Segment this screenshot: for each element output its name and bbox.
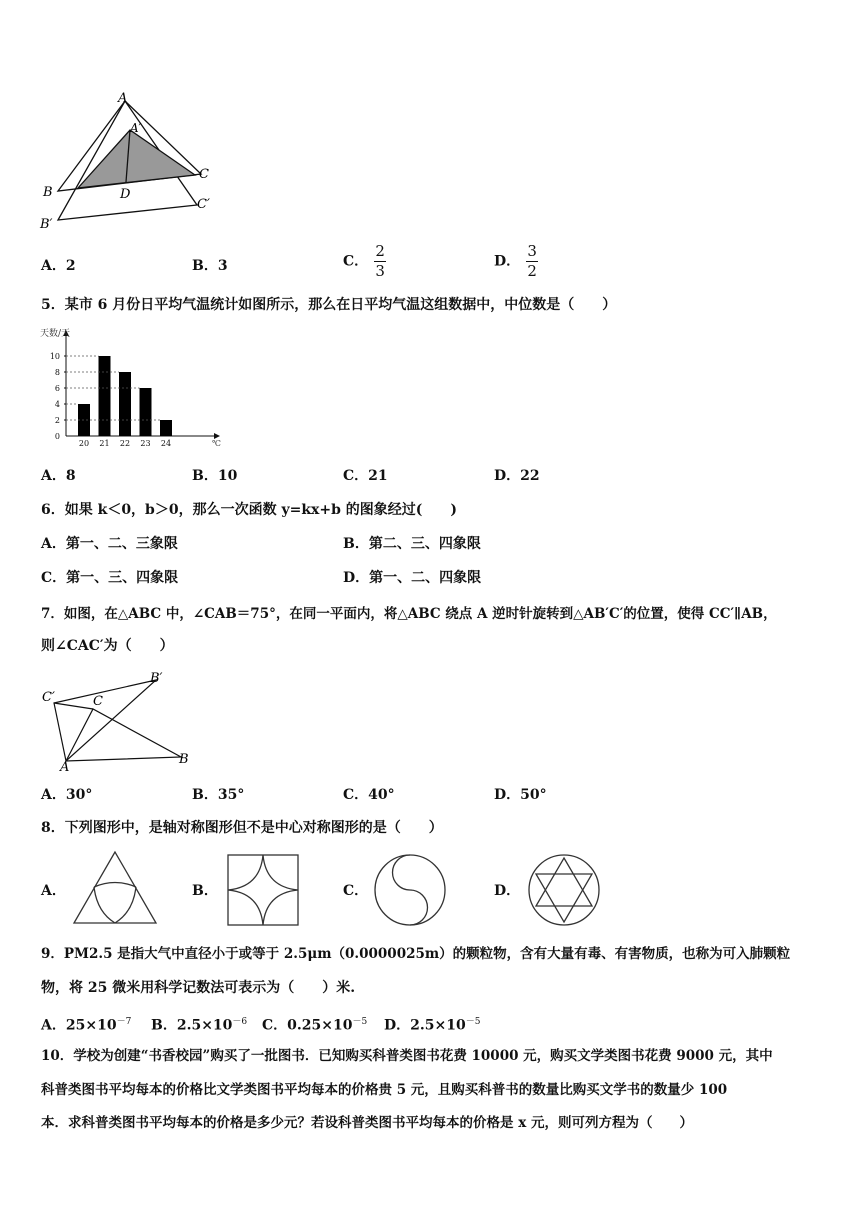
q9-option-c-exponent: －5 bbox=[352, 1017, 368, 1027]
y-tick-label: 8 bbox=[54, 368, 60, 377]
q4-option-d-fraction bbox=[526, 243, 538, 280]
q4-option-c bbox=[343, 243, 386, 280]
q4-option-c-fraction bbox=[374, 243, 386, 280]
q7-option-b: B．35° bbox=[192, 787, 245, 803]
label-b-prime: B′ bbox=[40, 217, 53, 232]
q4-triangle-figure bbox=[35, 88, 225, 238]
x-tick-label: 21 bbox=[99, 439, 110, 448]
label-a: A bbox=[60, 760, 70, 775]
label-b: B bbox=[179, 752, 189, 767]
q9-option-b-base: B．2.5×10 bbox=[151, 1017, 233, 1034]
bar-21 bbox=[99, 356, 111, 436]
q5-option-a: A．8 bbox=[41, 468, 76, 484]
shaded-triangle bbox=[78, 130, 195, 188]
q4-option-c-denominator: 3 bbox=[375, 262, 385, 280]
triangle-abc bbox=[66, 709, 181, 761]
q6-option-d: D．第一、二、四象限 bbox=[343, 570, 482, 586]
q9-option-a-base: A．25×10 bbox=[41, 1017, 117, 1034]
q6-option-a: A．第一、二、三象限 bbox=[41, 536, 178, 552]
bar-23 bbox=[140, 388, 152, 436]
q4-option-b: B．3 bbox=[192, 258, 228, 274]
label-c-prime: C′ bbox=[197, 197, 210, 212]
q7-stem-line2: 则∠CAC′为（ ） bbox=[41, 638, 174, 654]
q7-option-c: C．40° bbox=[343, 787, 395, 803]
y-axis-label: 天数/天 bbox=[40, 329, 71, 339]
q8-figure-d-star-of-david-circle bbox=[526, 852, 602, 928]
label-d: D bbox=[120, 187, 131, 202]
q7-stem-line1: 7．如图，在△ABC 中，∠CAB＝75°，在同一平面内，将△ABC 绕点 A 逆时针旋转到△AB′C′的位置，使得 CC′∥AB， bbox=[41, 606, 777, 622]
q4-option-d bbox=[494, 243, 538, 280]
q7-option-d: D．50° bbox=[494, 787, 547, 803]
q8-figure-a-triangle-arcs bbox=[70, 850, 160, 926]
label-b-prime: B′ bbox=[150, 671, 163, 686]
q8-label-d: D． bbox=[494, 883, 521, 899]
x-tick-label: 22 bbox=[119, 439, 131, 448]
q4-option-d-denominator: 2 bbox=[527, 262, 537, 280]
bar-24 bbox=[160, 420, 172, 436]
q8-stem: 8．下列图形中，是轴对称图形但不是中心对称图形的是（ ） bbox=[41, 820, 443, 836]
q9-option-d-base: D．2.5×10 bbox=[384, 1017, 466, 1034]
q10-line3: 本．求科普类图书平均每本的价格是多少元？若设科普类图书平均每本的价格是 x 元，则可列方程为（ ） bbox=[41, 1115, 693, 1131]
q8-figure-b-square-star bbox=[226, 853, 300, 927]
label-b: B bbox=[43, 185, 53, 200]
q8-label-c: C． bbox=[343, 883, 369, 899]
label-a: A bbox=[118, 91, 128, 106]
q5-option-b: B．10 bbox=[192, 468, 238, 484]
x-tick-label: 20 bbox=[78, 439, 90, 448]
label-a-prime: A′ bbox=[130, 121, 142, 135]
q9-option-d bbox=[384, 1012, 480, 1036]
q4-option-d-numerator: 3 bbox=[527, 242, 537, 260]
q7-rotation-figure bbox=[38, 668, 198, 773]
q9-option-c bbox=[262, 1012, 367, 1036]
q6-option-b: B．第二、三、四象限 bbox=[343, 536, 481, 552]
x-tick-label: 24 bbox=[160, 439, 172, 448]
q4-option-c-prefix: C． bbox=[343, 253, 369, 270]
q5-option-c: C．21 bbox=[343, 468, 388, 484]
q10-line1: 10．学校为创建“书香校园”购买了一批图书．已知购买科普类图书花费 10000 元，购买文学类图书花费 9000 元，其中 bbox=[41, 1048, 773, 1064]
q9-stem-line2: 物，将 25 微米用科学记数法可表示为（ ）米. bbox=[41, 980, 356, 996]
q5-stem: 5．某市 6 月份日平均气温统计如图所示，那么在日平均气温这组数据中，中位数是（ ） bbox=[41, 297, 617, 313]
x-axis-label: ℃ bbox=[212, 439, 221, 448]
q5-option-d: D．22 bbox=[494, 468, 540, 484]
y-tick-label: 2 bbox=[54, 416, 60, 425]
q9-option-b bbox=[151, 1012, 247, 1036]
triangle-ab-prime-c-prime bbox=[54, 680, 156, 761]
q8-label-a: A． bbox=[41, 883, 66, 899]
q4-option-d-prefix: D． bbox=[494, 253, 521, 270]
q9-option-a-exponent: －7 bbox=[116, 1017, 132, 1027]
q10-line2: 科普类图书平均每本的价格比文学类图书平均每本的价格贵 5 元，且购买科普书的数量比购买文学书的数量少 100 bbox=[41, 1082, 728, 1098]
q4-option-a: A．2 bbox=[41, 258, 76, 274]
x-tick-label: 23 bbox=[140, 439, 151, 448]
q9-option-a bbox=[41, 1012, 131, 1036]
q9-stem-line1: 9．PM2.5 是指大气中直径小于或等于 2.5μm（0.0000025m）的颗粒物，含有大量有毒、有害物质，也称为可入肺颗粒 bbox=[41, 946, 791, 962]
label-c: C bbox=[93, 694, 103, 709]
q6-option-c: C．第一、三、四象限 bbox=[41, 570, 179, 586]
q9-option-d-exponent: －5 bbox=[465, 1017, 481, 1027]
q6-stem: 6．如果 k＜0，b＞0，那么一次函数 y=kx+b 的图象经过( ) bbox=[41, 502, 458, 518]
q8-figure-c-yin-yang-circle bbox=[372, 852, 448, 928]
q9-option-b-exponent: －6 bbox=[232, 1017, 248, 1027]
q9-option-c-base: C．0.25×10 bbox=[262, 1017, 353, 1034]
segment-cc-prime bbox=[54, 703, 93, 709]
y-tick-label: 4 bbox=[54, 400, 60, 409]
q4-option-c-numerator: 2 bbox=[375, 242, 385, 260]
q8-label-b: B． bbox=[192, 883, 218, 899]
label-c: C bbox=[199, 167, 209, 182]
y-tick-label: 10 bbox=[49, 352, 60, 361]
y-tick-label: 6 bbox=[54, 384, 60, 393]
label-c-prime: C′ bbox=[42, 690, 55, 705]
q7-option-a: A．30° bbox=[41, 787, 93, 803]
q5-bar-chart bbox=[38, 326, 228, 452]
bar-22 bbox=[119, 372, 131, 436]
y-tick-label: 0 bbox=[54, 432, 60, 441]
